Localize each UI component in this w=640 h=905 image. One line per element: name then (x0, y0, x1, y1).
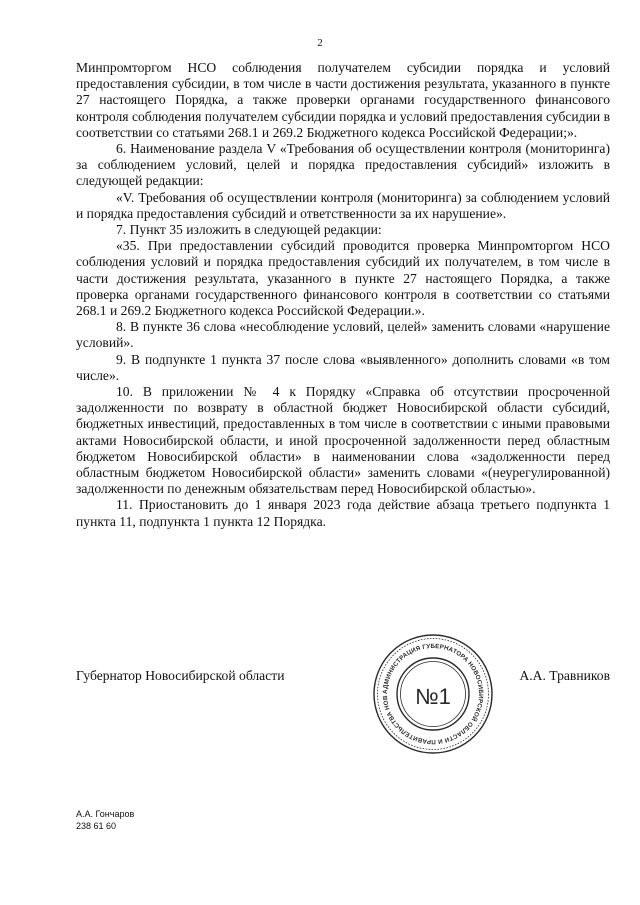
paragraph-item-6: 6. Наименование раздела V «Требования об осуществлении контроля (мониторинга) за соблюдением условий, целей и порядка предоставления субсидий» изложить в следующей редакции: (76, 141, 610, 189)
paragraph-item-11: 11. Приостановить до 1 января 2023 года действие абзаца третьего подпункта 1 пункта 11, подпункта 1 пункта 12 Порядка. (76, 497, 610, 529)
paragraph-item-10: 10. В приложении № 4 к Порядку «Справка об отсутствии просроченной задолженности по возврату в областной бюджет Новосибирской области субсидий, бюджетных инвестиций, предоставленных в том числе в соответствии с иными правовыми актами Новосибирской области, и иной просроченной задолженности перед областным бюджетом Новосибирской области» в наименовании слова «задолженности перед областным бюджетом Новосибирской области» заменить словами «(неурегулированной) задолженности по денежным обязательствам перед Новосибирской областью». (76, 384, 610, 497)
author-name: А.А. Гончаров (76, 809, 135, 819)
signatory-position: Губернатор Новосибирской области (76, 668, 285, 683)
author-phone: 238 61 60 (76, 821, 117, 831)
seal-ring-text: АДМИНИСТРАЦИЯ ГУБЕРНАТОРА НОВОСИБИРСКОЙ ОБЛАСТИ И ПРАВИТЕЛЬСТВА НОВ (381, 642, 485, 746)
seal-stamp-icon (371, 632, 495, 756)
paragraph-section-v-title: «V. Требования об осуществлении контроля (мониторинга) за соблюдением условий и порядка предоставления субсидий и ответственности за их нарушение». (76, 189, 610, 221)
paragraph-point-35: «35. При предоставлении субсидий проводится проверка Минпромторгом НСО соблюдения условий и порядка предоставления субсидий их получателем, в том числе в части достижения результата, указанного в пункте 27 настоящего Порядка, а также проверка органами государственного финансового контроля в соответствии со статьями 268.1 и 269.2 Бюджетного кодекса Российской Федерации.». (76, 238, 610, 319)
paragraph-item-7: 7. Пункт 35 изложить в следующей редакции: (116, 222, 382, 238)
seal-number: №1 (415, 684, 451, 709)
page-number: 2 (317, 37, 323, 49)
paragraph-item-9: 9. В подпункте 1 пункта 37 после слова «выявленного» дополнить словами «в том числе». (76, 351, 610, 383)
document-body (76, 60, 610, 530)
paragraph-item-8: 8. В пункте 36 слова «несоблюдение условий, целей» заменить словами «нарушение условий». (76, 319, 610, 351)
paragraph-continuation: Минпромторгом НСО соблюдения получателем субсидии порядка и условий предоставления субсидии, в том числе в части достижения результата, указанного в пункте 27 настоящего Порядка, а также проверки органами государственного финансового контроля соблюдения получателем субсидии порядка и условий предоставления субсидии в соответствии со статьями 268.1 и 269.2 Бюджетного кодекса Российской Федерации;». (76, 60, 610, 140)
document-footer (76, 808, 134, 832)
signatory-name: А.А. Травников (519, 668, 610, 683)
official-seal (371, 632, 495, 756)
